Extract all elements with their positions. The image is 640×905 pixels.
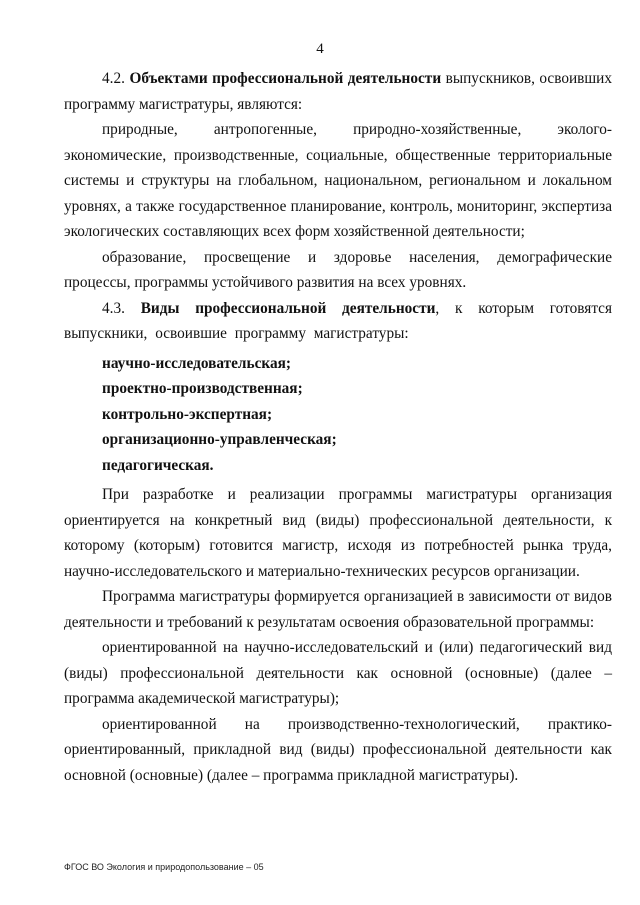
activity-type-item: проектно-производственная; — [102, 380, 303, 397]
formation-paragraph: Программа магистратуры формируется организацией в зависимости от видов деятельности и требований к результатам освоения образовательной программы: — [64, 588, 612, 631]
objects-paragraph: природные, антропогенные, природно-хозяйственные, эколого-экономические, производственные, социальные, общественные территориальные системы и структуры на глобальном, национальном, региональном и локальном уровнях, а также государственное планирование, контроль, мониторинг, экспертиза экологических составляющих всех форм хозяйственной деятельности; — [64, 121, 612, 240]
academic-program-paragraph: ориентированной на научно-исследовательский и (или) педагогический вид (виды) профессиональной деятельности как основной (основные) (далее – программа академической магистратуры); — [64, 639, 612, 707]
document-body — [64, 66, 612, 788]
page-number: 4 — [316, 41, 324, 57]
activity-type-item: контрольно-экспертная; — [102, 405, 273, 423]
section-4-3-bold-term-1: Виды — [140, 299, 180, 317]
development-paragraph: При разработке и реализации программы магистратуры организация ориентируется на конкретный вид (виды) профессиональной деятельности, к которому (которым) готовится магистр, исходя из потребностей рынка труда, научно-исследовательского и материально-технических ресурсов организации. — [64, 486, 612, 580]
section-4-2-number: 4.2. — [102, 70, 125, 87]
section-4-2-bold-term: Объектами профессиональной деятельности — [129, 70, 442, 87]
activity-type-item: педагогическая. — [102, 456, 214, 474]
section-4-3-paragraph — [64, 296, 612, 347]
section-4-3-text: , к которым готовятся выпускники, освоившие программу магистратуры: — [64, 299, 613, 342]
activity-type-item: организационно-управленческая; — [102, 431, 337, 448]
activity-types-list — [64, 351, 612, 479]
applied-program-paragraph: ориентированной на производственно-технологический, практико-ориентированный, прикладной вид (виды) профессиональной деятельности как основной (основные) (далее – программа прикладной магистратуры). — [64, 715, 612, 784]
section-4-2-paragraph — [64, 66, 612, 117]
section-4-2-text: выпускников, освоивших программу магистратуры, являются: — [64, 70, 612, 113]
page-footer: ФГОС ВО Экология и природопользование – 05 — [64, 862, 264, 872]
activity-type-item: научно-исследовательская; — [102, 354, 291, 372]
section-4-3-number: 4.3. — [102, 299, 125, 317]
section-4-3-bold-term-2: профессиональной деятельности — [195, 299, 436, 317]
education-paragraph: образование, просвещение и здоровье населения, демографические процессы, программы устойчивого развития на всех уровнях. — [64, 248, 612, 291]
